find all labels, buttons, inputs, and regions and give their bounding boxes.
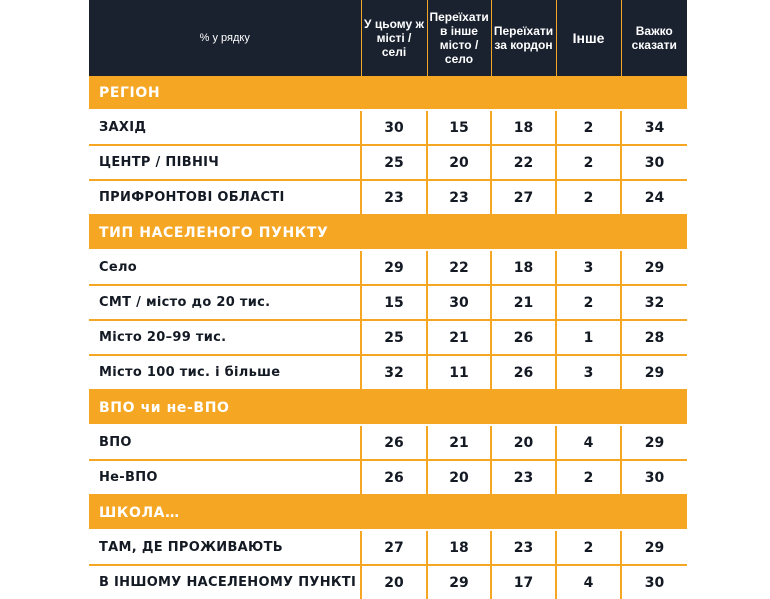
row-label: ПРИФРОНТОВІ ОБЛАСТІ xyxy=(89,180,361,215)
cell-other: 1 xyxy=(556,320,621,355)
cell-other: 2 xyxy=(556,180,621,215)
cell-other: 2 xyxy=(556,530,621,565)
cell-same-place: 32 xyxy=(361,355,427,390)
table-row xyxy=(89,530,687,565)
row-label: В ІНШОМУ НАСЕЛЕНОМУ ПУНКТІ xyxy=(89,565,361,599)
table-row xyxy=(89,565,687,599)
column-header-abroad: Переїхати за кордон xyxy=(491,0,556,76)
section-row xyxy=(89,215,687,250)
table-row xyxy=(89,145,687,180)
section-row xyxy=(89,495,687,530)
cell-hard-to-say: 30 xyxy=(621,145,687,180)
table-row xyxy=(89,180,687,215)
cell-same-place: 25 xyxy=(361,320,427,355)
survey-table-container xyxy=(89,0,687,599)
row-label: ЗАХІД xyxy=(89,110,361,145)
cell-hard-to-say: 32 xyxy=(621,285,687,320)
cell-abroad: 23 xyxy=(491,460,556,495)
column-header-other-town: Переїхати в інше місто / село xyxy=(427,0,491,76)
cell-same-place: 26 xyxy=(361,425,427,460)
cell-other: 3 xyxy=(556,250,621,285)
row-label: Не-ВПО xyxy=(89,460,361,495)
cell-abroad: 23 xyxy=(491,530,556,565)
table-row xyxy=(89,355,687,390)
cell-other-town: 22 xyxy=(427,250,491,285)
cell-abroad: 20 xyxy=(491,425,556,460)
cell-other: 2 xyxy=(556,145,621,180)
cell-abroad: 18 xyxy=(491,110,556,145)
cell-other-town: 11 xyxy=(427,355,491,390)
cell-hard-to-say: 30 xyxy=(621,565,687,599)
cell-same-place: 23 xyxy=(361,180,427,215)
section-title: ВПО чи не-ВПО xyxy=(89,390,687,425)
section-title: ШКОЛА… xyxy=(89,495,687,530)
cell-other-town: 15 xyxy=(427,110,491,145)
cell-hard-to-say: 29 xyxy=(621,425,687,460)
cell-same-place: 26 xyxy=(361,460,427,495)
column-header-hard-to-say: Важко сказати xyxy=(621,0,687,76)
section-title: РЕГІОН xyxy=(89,76,687,110)
cell-same-place: 25 xyxy=(361,145,427,180)
cell-other-town: 21 xyxy=(427,320,491,355)
table-row xyxy=(89,425,687,460)
row-label: СМТ / місто до 20 тис. xyxy=(89,285,361,320)
column-header-other: Інше xyxy=(556,0,621,76)
cell-other: 4 xyxy=(556,425,621,460)
cell-hard-to-say: 29 xyxy=(621,355,687,390)
cell-other-town: 29 xyxy=(427,565,491,599)
cell-hard-to-say: 34 xyxy=(621,110,687,145)
cell-other: 4 xyxy=(556,565,621,599)
row-label-header: % у рядку xyxy=(89,0,361,76)
cell-same-place: 15 xyxy=(361,285,427,320)
row-label: ВПО xyxy=(89,425,361,460)
cell-abroad: 26 xyxy=(491,320,556,355)
cell-abroad: 22 xyxy=(491,145,556,180)
cell-other-town: 18 xyxy=(427,530,491,565)
section-title: ТИП НАСЕЛЕНОГО ПУНКТУ xyxy=(89,215,687,250)
cell-other-town: 20 xyxy=(427,145,491,180)
cell-abroad: 18 xyxy=(491,250,556,285)
cell-other-town: 30 xyxy=(427,285,491,320)
section-row xyxy=(89,76,687,110)
table-row xyxy=(89,460,687,495)
cell-abroad: 27 xyxy=(491,180,556,215)
cell-abroad: 26 xyxy=(491,355,556,390)
column-header-same-place: У цьому ж місті / селі xyxy=(361,0,427,76)
table-row xyxy=(89,285,687,320)
cell-same-place: 20 xyxy=(361,565,427,599)
cell-other: 2 xyxy=(556,460,621,495)
survey-table xyxy=(89,0,687,599)
cell-hard-to-say: 24 xyxy=(621,180,687,215)
cell-same-place: 27 xyxy=(361,530,427,565)
section-row xyxy=(89,390,687,425)
row-label: Місто 100 тис. і більше xyxy=(89,355,361,390)
cell-same-place: 30 xyxy=(361,110,427,145)
table-row xyxy=(89,250,687,285)
cell-hard-to-say: 29 xyxy=(621,250,687,285)
cell-same-place: 29 xyxy=(361,250,427,285)
cell-other: 2 xyxy=(556,285,621,320)
table-header-row xyxy=(89,0,687,76)
table-row xyxy=(89,110,687,145)
cell-other-town: 21 xyxy=(427,425,491,460)
cell-abroad: 21 xyxy=(491,285,556,320)
cell-abroad: 17 xyxy=(491,565,556,599)
table-row xyxy=(89,320,687,355)
cell-other: 3 xyxy=(556,355,621,390)
cell-other-town: 20 xyxy=(427,460,491,495)
row-label: ЦЕНТР / ПІВНІЧ xyxy=(89,145,361,180)
cell-other-town: 23 xyxy=(427,180,491,215)
table-body xyxy=(89,76,687,599)
row-label: Місто 20–99 тис. xyxy=(89,320,361,355)
cell-hard-to-say: 28 xyxy=(621,320,687,355)
cell-hard-to-say: 29 xyxy=(621,530,687,565)
row-label: ТАМ, ДЕ ПРОЖИВАЮТЬ xyxy=(89,530,361,565)
row-label: Село xyxy=(89,250,361,285)
cell-other: 2 xyxy=(556,110,621,145)
cell-hard-to-say: 30 xyxy=(621,460,687,495)
